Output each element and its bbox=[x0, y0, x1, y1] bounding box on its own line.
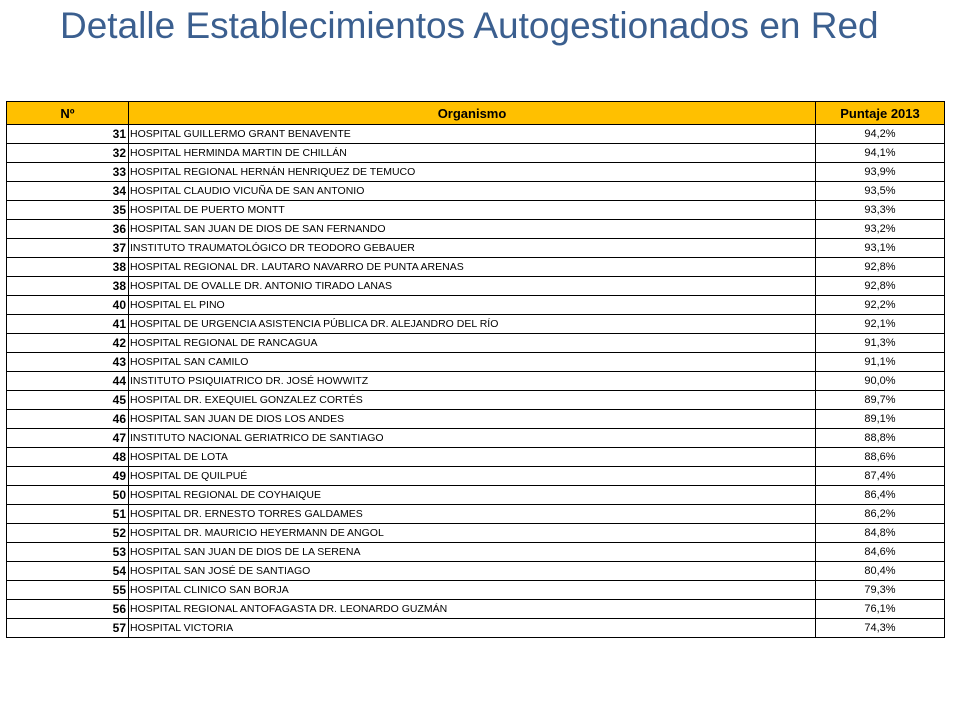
cell-organismo: HOSPITAL DE OVALLE DR. ANTONIO TIRADO LANAS bbox=[129, 277, 816, 296]
cell-num: 50 bbox=[7, 486, 129, 505]
cell-organismo: HOSPITAL REGIONAL HERNÁN HENRIQUEZ DE TEMUCO bbox=[129, 163, 816, 182]
cell-puntaje: 94,2% bbox=[816, 125, 945, 144]
cell-num: 38 bbox=[7, 277, 129, 296]
cell-num: 51 bbox=[7, 505, 129, 524]
column-header-organismo: Organismo bbox=[129, 102, 816, 125]
cell-num: 37 bbox=[7, 239, 129, 258]
column-header-num: Nº bbox=[7, 102, 129, 125]
cell-organismo: HOSPITAL DE URGENCIA ASISTENCIA PÚBLICA DR. ALEJANDRO DEL RÍO bbox=[129, 315, 816, 334]
cell-num: 42 bbox=[7, 334, 129, 353]
column-header-puntaje: Puntaje 2013 bbox=[816, 102, 945, 125]
cell-puntaje: 87,4% bbox=[816, 467, 945, 486]
cell-num: 36 bbox=[7, 220, 129, 239]
cell-puntaje: 93,5% bbox=[816, 182, 945, 201]
cell-organismo: INSTITUTO PSIQUIATRICO DR. JOSÉ HOWWITZ bbox=[129, 372, 816, 391]
table-row bbox=[7, 220, 945, 239]
cell-puntaje: 93,2% bbox=[816, 220, 945, 239]
cell-puntaje: 88,6% bbox=[816, 448, 945, 467]
cell-num: 52 bbox=[7, 524, 129, 543]
table-row bbox=[7, 144, 945, 163]
cell-num: 38 bbox=[7, 258, 129, 277]
cell-puntaje: 86,4% bbox=[816, 486, 945, 505]
cell-num: 56 bbox=[7, 600, 129, 619]
cell-num: 44 bbox=[7, 372, 129, 391]
cell-organismo: HOSPITAL DR. MAURICIO HEYERMANN DE ANGOL bbox=[129, 524, 816, 543]
cell-puntaje: 93,1% bbox=[816, 239, 945, 258]
cell-puntaje: 89,7% bbox=[816, 391, 945, 410]
cell-organismo: HOSPITAL REGIONAL DR. LAUTARO NAVARRO DE PUNTA ARENAS bbox=[129, 258, 816, 277]
ranking-table bbox=[6, 101, 945, 638]
cell-organismo: HOSPITAL SAN JUAN DE DIOS LOS ANDES bbox=[129, 410, 816, 429]
cell-num: 48 bbox=[7, 448, 129, 467]
cell-num: 43 bbox=[7, 353, 129, 372]
table-row bbox=[7, 410, 945, 429]
cell-puntaje: 76,1% bbox=[816, 600, 945, 619]
cell-num: 46 bbox=[7, 410, 129, 429]
cell-puntaje: 88,8% bbox=[816, 429, 945, 448]
table-row bbox=[7, 600, 945, 619]
cell-puntaje: 92,8% bbox=[816, 258, 945, 277]
cell-organismo: HOSPITAL REGIONAL ANTOFAGASTA DR. LEONARDO GUZMÁN bbox=[129, 600, 816, 619]
cell-num: 41 bbox=[7, 315, 129, 334]
table-row bbox=[7, 125, 945, 144]
cell-puntaje: 84,8% bbox=[816, 524, 945, 543]
cell-puntaje: 93,9% bbox=[816, 163, 945, 182]
cell-puntaje: 92,1% bbox=[816, 315, 945, 334]
cell-puntaje: 91,3% bbox=[816, 334, 945, 353]
table-header-row bbox=[7, 102, 945, 125]
cell-num: 35 bbox=[7, 201, 129, 220]
cell-organismo: HOSPITAL VICTORIA bbox=[129, 619, 816, 638]
cell-organismo: HOSPITAL DR. ERNESTO TORRES GALDAMES bbox=[129, 505, 816, 524]
cell-organismo: HOSPITAL DR. EXEQUIEL GONZALEZ CORTÉS bbox=[129, 391, 816, 410]
cell-organismo: HOSPITAL SAN CAMILO bbox=[129, 353, 816, 372]
cell-organismo: HOSPITAL DE QUILPUÉ bbox=[129, 467, 816, 486]
cell-puntaje: 84,6% bbox=[816, 543, 945, 562]
table-row bbox=[7, 182, 945, 201]
cell-organismo: HOSPITAL HERMINDA MARTIN DE CHILLÁN bbox=[129, 144, 816, 163]
cell-puntaje: 91,1% bbox=[816, 353, 945, 372]
cell-num: 57 bbox=[7, 619, 129, 638]
cell-puntaje: 79,3% bbox=[816, 581, 945, 600]
cell-num: 49 bbox=[7, 467, 129, 486]
cell-organismo: HOSPITAL SAN JOSÉ DE SANTIAGO bbox=[129, 562, 816, 581]
table-row bbox=[7, 562, 945, 581]
table-row bbox=[7, 277, 945, 296]
cell-puntaje: 93,3% bbox=[816, 201, 945, 220]
table-row bbox=[7, 296, 945, 315]
table-row bbox=[7, 524, 945, 543]
cell-num: 47 bbox=[7, 429, 129, 448]
table-row bbox=[7, 505, 945, 524]
table-row bbox=[7, 315, 945, 334]
cell-organismo: HOSPITAL GUILLERMO GRANT BENAVENTE bbox=[129, 125, 816, 144]
table-body bbox=[7, 125, 945, 638]
table-row bbox=[7, 448, 945, 467]
cell-organismo: HOSPITAL REGIONAL DE COYHAIQUE bbox=[129, 486, 816, 505]
table-row bbox=[7, 391, 945, 410]
cell-num: 54 bbox=[7, 562, 129, 581]
cell-organismo: HOSPITAL CLINICO SAN BORJA bbox=[129, 581, 816, 600]
table-row bbox=[7, 543, 945, 562]
table-row bbox=[7, 239, 945, 258]
cell-puntaje: 80,4% bbox=[816, 562, 945, 581]
cell-num: 53 bbox=[7, 543, 129, 562]
table-row bbox=[7, 334, 945, 353]
cell-puntaje: 90,0% bbox=[816, 372, 945, 391]
table-row bbox=[7, 467, 945, 486]
cell-organismo: HOSPITAL CLAUDIO VICUÑA DE SAN ANTONIO bbox=[129, 182, 816, 201]
cell-organismo: HOSPITAL SAN JUAN DE DIOS DE SAN FERNANDO bbox=[129, 220, 816, 239]
cell-puntaje: 92,8% bbox=[816, 277, 945, 296]
table-row bbox=[7, 372, 945, 391]
cell-organismo: HOSPITAL DE PUERTO MONTT bbox=[129, 201, 816, 220]
table-container bbox=[6, 101, 945, 638]
cell-num: 40 bbox=[7, 296, 129, 315]
cell-num: 34 bbox=[7, 182, 129, 201]
cell-organismo: INSTITUTO TRAUMATOLÓGICO DR TEODORO GEBAUER bbox=[129, 239, 816, 258]
table-row bbox=[7, 486, 945, 505]
cell-puntaje: 92,2% bbox=[816, 296, 945, 315]
cell-puntaje: 94,1% bbox=[816, 144, 945, 163]
cell-puntaje: 86,2% bbox=[816, 505, 945, 524]
cell-num: 55 bbox=[7, 581, 129, 600]
table-row bbox=[7, 201, 945, 220]
table-row bbox=[7, 258, 945, 277]
cell-puntaje: 89,1% bbox=[816, 410, 945, 429]
table-row bbox=[7, 429, 945, 448]
cell-organismo: INSTITUTO NACIONAL GERIATRICO DE SANTIAGO bbox=[129, 429, 816, 448]
cell-organismo: HOSPITAL EL PINO bbox=[129, 296, 816, 315]
cell-organismo: HOSPITAL REGIONAL DE RANCAGUA bbox=[129, 334, 816, 353]
table-row bbox=[7, 581, 945, 600]
cell-puntaje: 74,3% bbox=[816, 619, 945, 638]
cell-num: 33 bbox=[7, 163, 129, 182]
table-row bbox=[7, 163, 945, 182]
page-title: Detalle Establecimientos Autogestionados en Red bbox=[60, 5, 879, 46]
cell-num: 31 bbox=[7, 125, 129, 144]
table-row bbox=[7, 619, 945, 638]
cell-organismo: HOSPITAL SAN JUAN DE DIOS DE LA SERENA bbox=[129, 543, 816, 562]
table-row bbox=[7, 353, 945, 372]
cell-num: 45 bbox=[7, 391, 129, 410]
cell-num: 32 bbox=[7, 144, 129, 163]
cell-organismo: HOSPITAL DE LOTA bbox=[129, 448, 816, 467]
